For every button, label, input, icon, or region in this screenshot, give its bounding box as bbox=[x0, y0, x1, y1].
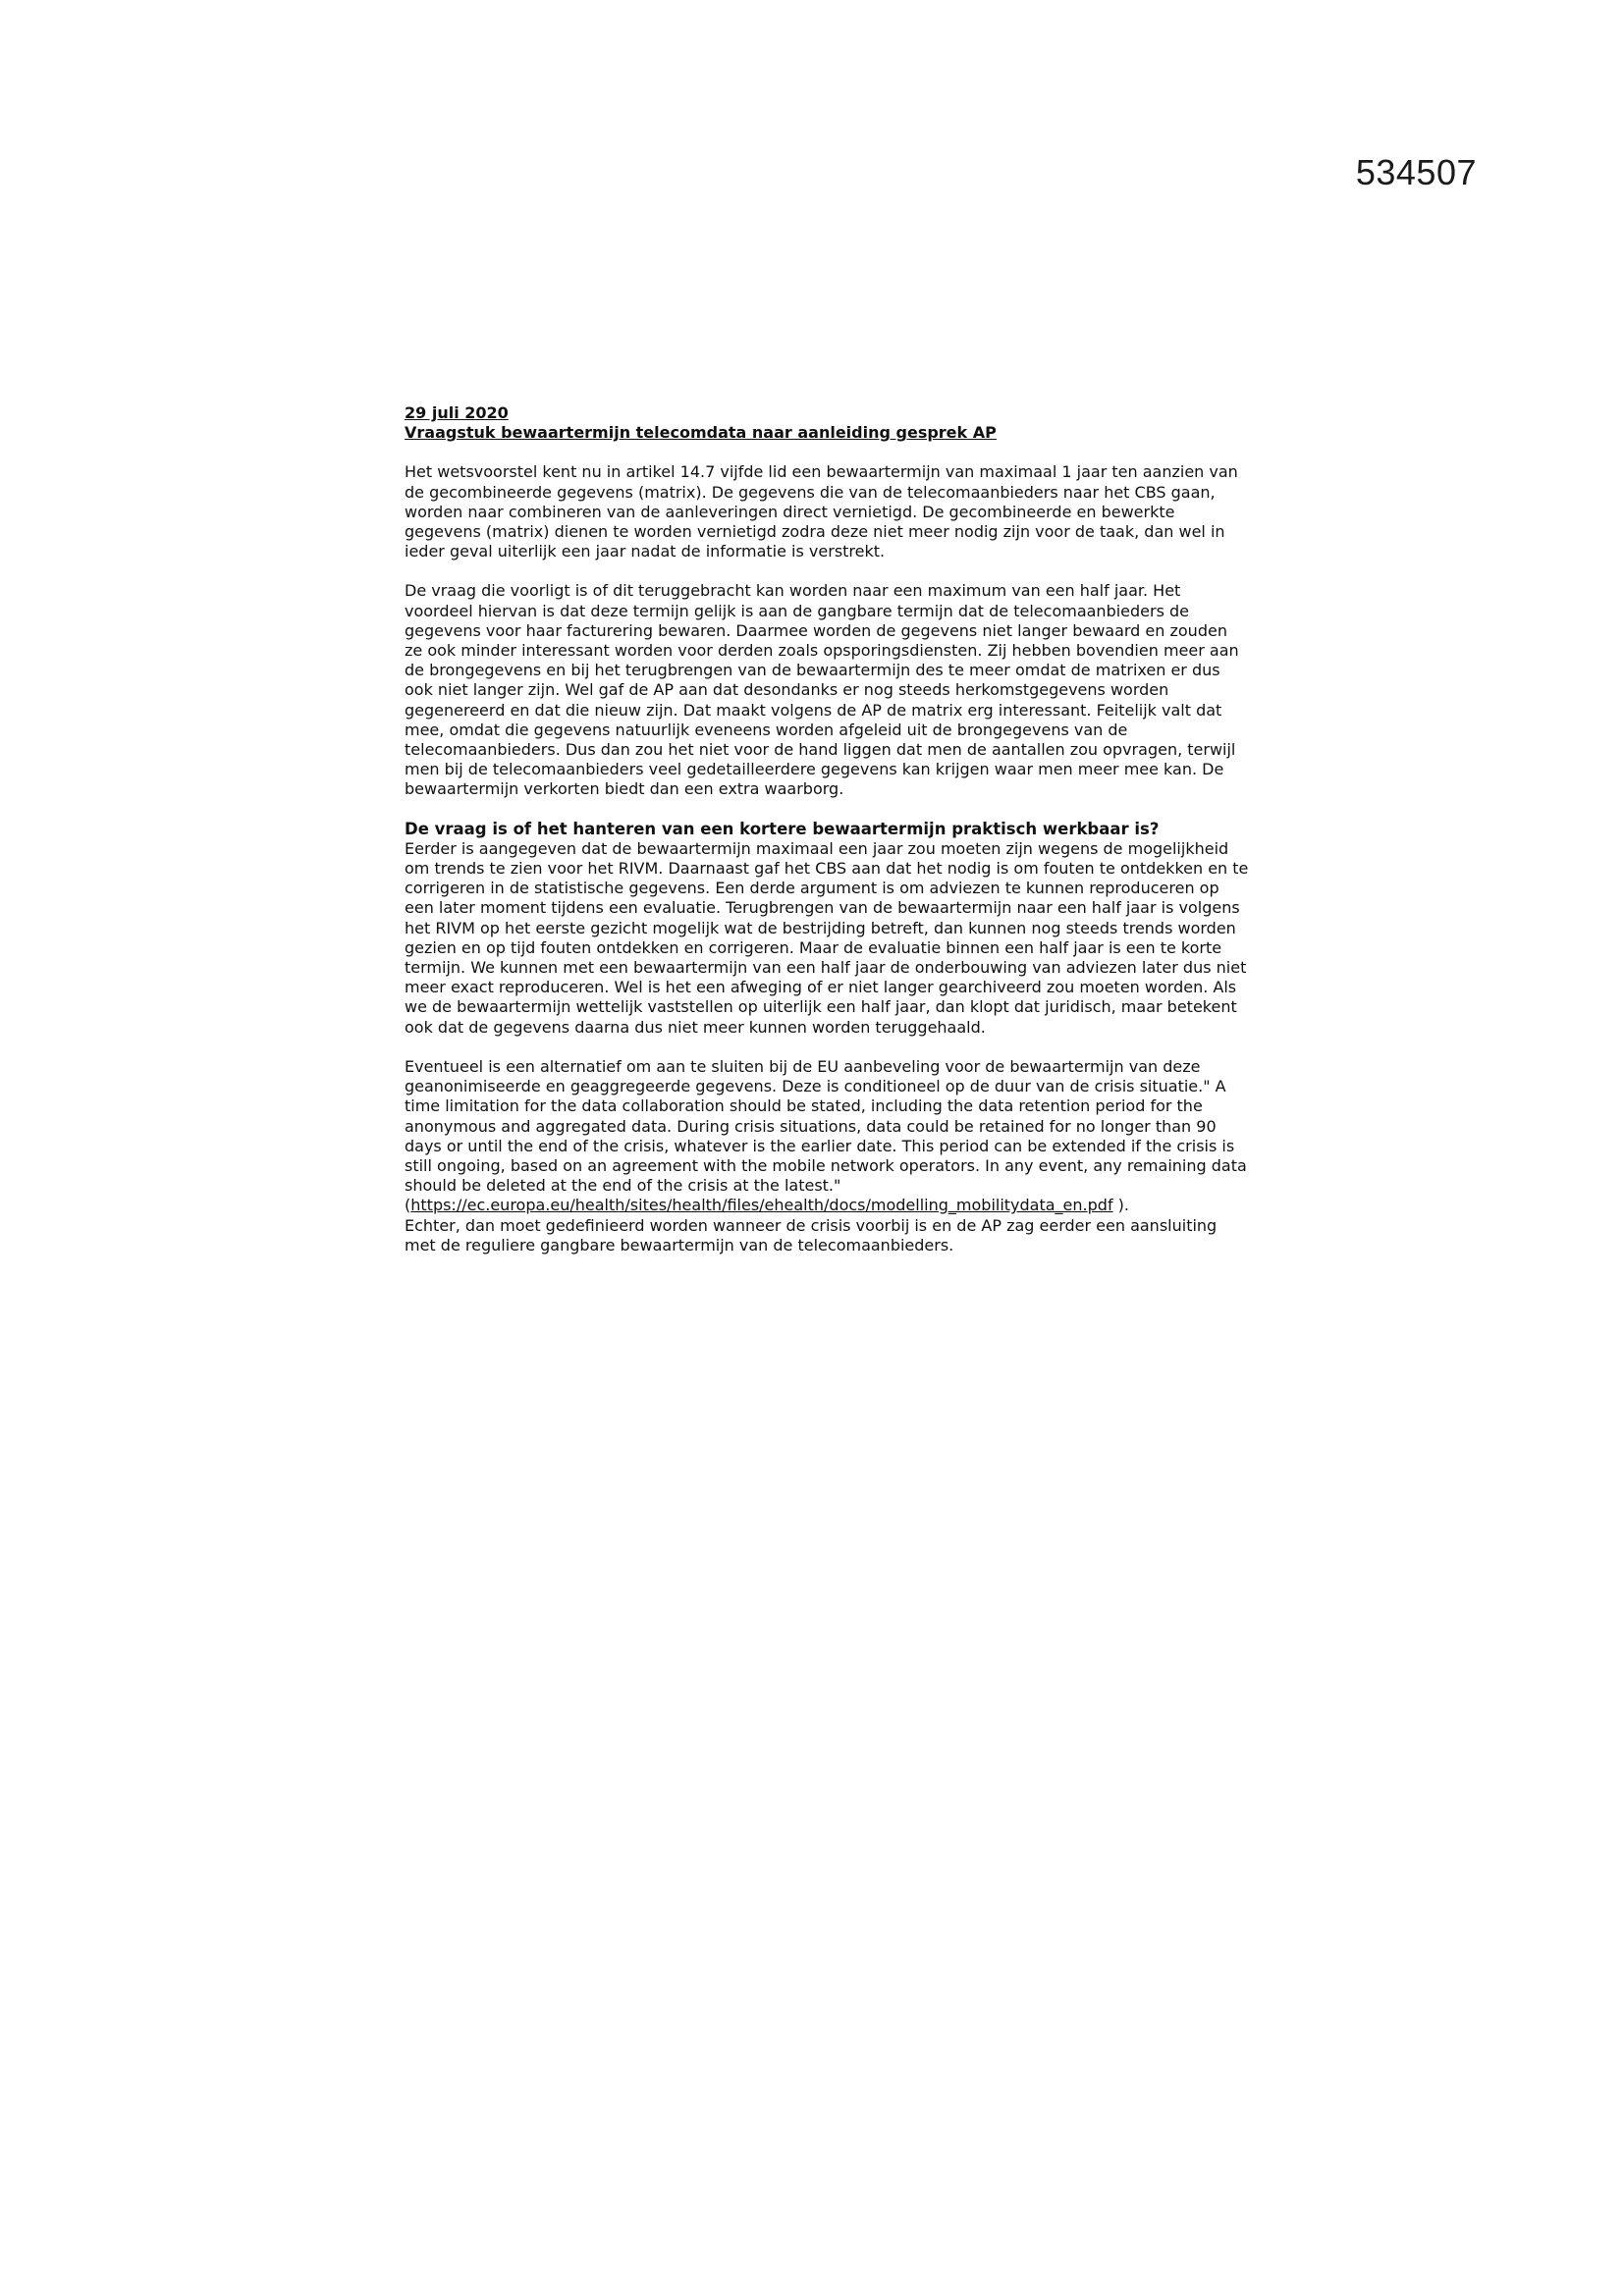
link-close-paren: ). bbox=[1112, 1196, 1129, 1215]
eu-document-link[interactable]: https://ec.europa.eu/health/sites/health/files/ehealth/docs/modelling_mobilitydata_en.pdf bbox=[410, 1196, 1113, 1215]
document-number: 534507 bbox=[1355, 152, 1477, 192]
document-header bbox=[405, 403, 1249, 443]
document-body bbox=[405, 403, 1249, 1275]
paragraph-half-year-question: De vraag die voorligt is of dit teruggebracht kan worden naar een maximum van een half jaar. Het voordeel hiervan is dat deze termijn gelijk is aan de gangbare termijn dat de telecomaanbieders de gegevens voor haar facturering bewaren. Daarmee worden de gegevens niet langer bewaard en zouden ze ook minder interessant worden voor derden zoals opsporingsdiensten. Zij hebben bovendien meer aan de brongegevens en bij het terugbrengen van de bewaartermijn des te meer omdat de matrixen er dus ook niet langer zijn. Wel gaf de AP aan dat desondanks er nog steeds herkomstgegevens worden gegenereerd en dat die nieuw zijn. Dat maakt volgens de AP de matrix erg interessant. Feitelijk valt dat mee, omdat die gegevens natuurlijk eveneens worden afgeleid uit de brongegevens van de telecomaanbieders. Dus dan zou het niet voor de hand liggen dat men de aantallen zou opvragen, terwijl men bij de telecomaanbieders veel gedetailleerdere gegevens kan krijgen waar men meer mee kan. De bewaartermijn verkorten biedt dan een extra waarborg. bbox=[405, 581, 1239, 799]
paragraph-eu-recommendation bbox=[405, 1057, 1249, 1255]
document-title: Vraagstuk bewaartermijn telecomdata naar aanleiding gesprek AP bbox=[405, 423, 997, 443]
eu-recommendation-outro: Echter, dan moet gedefinieerd worden wanneer de crisis voorbij is en de AP zag eerder een aansluiting met de reguliere gangbare bewaartermijn van de telecomaanbieders. bbox=[405, 1215, 1218, 1255]
paragraph-retention-article: Het wetsvoorstel kent nu in artikel 14.7 vijfde lid een bewaartermijn van maximaal 1 jaar ten aanzien van de gecombineerde gegevens (matrix). De gegevens die van de telecomaanbieders naar het CBS gaan, worden naar combineren van de aanleveringen direct vernietigd. De gecombineerde en bewerkte gegevens (matrix) dienen te worden vernietigd zodra deze niet meer nodig zijn voor de taak, dan wel in ieder geval uiterlijk een jaar nadat de informatie is verstrekt. bbox=[405, 462, 1238, 561]
paragraph-arguments: Eerder is aangegeven dat de bewaartermijn maximaal een jaar zou moeten zijn wegens de mogelijkheid om trends te zien voor het RIVM. Daarnaast gaf het CBS aan dat het nodig is om fouten te ontdekken en te corrigeren in de statistische gegevens. Een derde argument is om adviezen te kunnen reproduceren op een later moment tijdens een evaluatie. Terugbrengen van de bewaartermijn naar een half jaar is volgens het RIVM op het eerste gezicht mogelijk wat de bestrijding betreft, dan kunnen nog steeds trends worden gezien en op tijd fouten ontdekken en corrigeren. Maar de evaluatie binnen een half jaar is een te korte termijn. We kunnen met een bewaartermijn van een half jaar de onderbouwing van adviezen later dus niet meer exact reproduceren. Wel is het een afweging of er niet langer gearchiveerd zou moeten worden. Als we de bewaartermijn wettelijk vaststellen op uiterlijk een half jaar, dan klopt dat juridisch, maar betekent ook dat de gegevens daarna dus niet meer kunnen worden teruggehaald. bbox=[405, 838, 1249, 1037]
eu-recommendation-text: Eventueel is een alternatief om aan te sluiten bij de EU aanbeveling voor de bewaartermijn van deze geanonimiseerde en geaggregeerde gegevens. Deze is conditioneel op de duur van de crisis situatie." A time limitation for the data collaboration should be stated, including the data retention period for the anonymous and aggregated data. During crisis situations, data could be retained for no longer than 90 days or until the end of the crisis, whatever is the earlier date. This period can be extended if the crisis is still ongoing, based on an agreement with the mobile network operators. In any event, any remaining data should be deleted at the end of the crisis at the latest." bbox=[405, 1056, 1247, 1196]
link-open-paren: ( bbox=[405, 1196, 411, 1215]
question-heading: De vraag is of het hanteren van een kortere bewaartermijn praktisch werkbaar is? bbox=[405, 819, 1160, 838]
document-date: 29 juli 2020 bbox=[405, 403, 509, 422]
